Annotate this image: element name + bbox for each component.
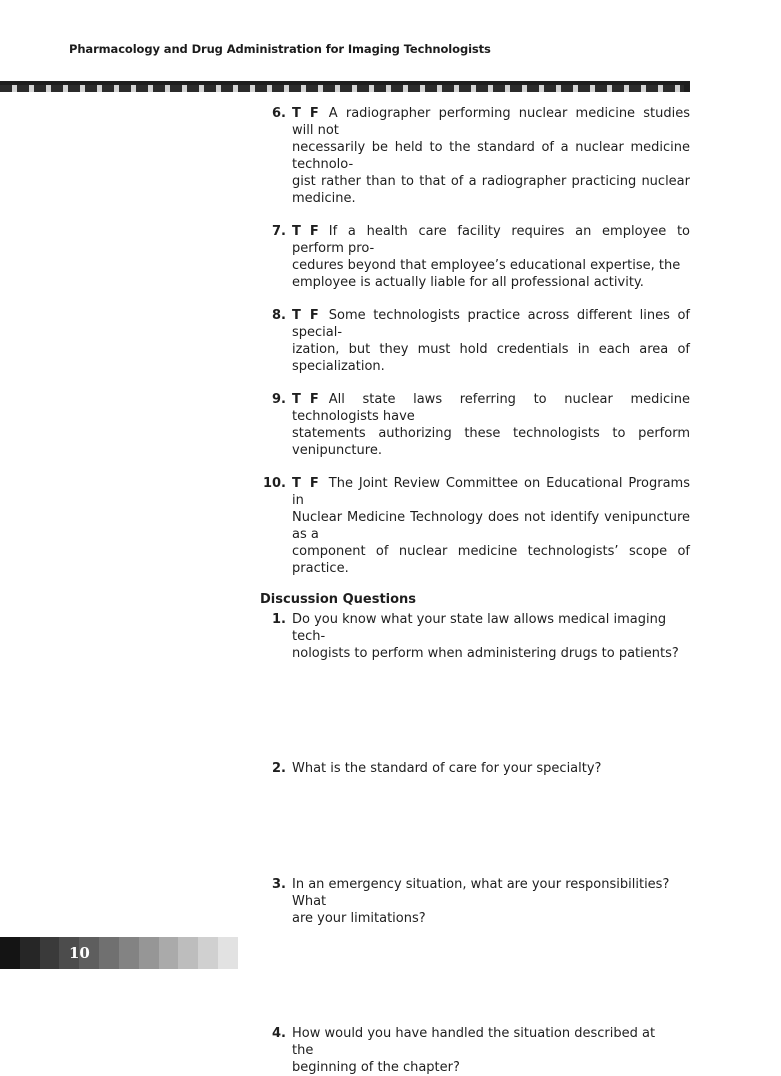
question-number: 2.	[272, 761, 286, 776]
item-text-line: Nuclear Medicine Technology does not identify venipuncture as a	[292, 510, 690, 542]
false-marker: F	[309, 308, 319, 323]
discussion-question-1	[260, 611, 690, 662]
item-text-line: All state laws referring to nuclear medicine technologists have	[292, 392, 690, 424]
true-marker: T	[292, 476, 301, 491]
question-text-line: beginning of the chapter?	[292, 1060, 460, 1075]
discussion-question-4	[260, 1025, 690, 1076]
true-marker: T	[292, 392, 301, 407]
folio-gradient-cell	[218, 937, 238, 969]
true-marker: T	[292, 308, 301, 323]
item-number: 6.	[272, 106, 286, 121]
item-body	[286, 105, 690, 207]
false-marker: F	[309, 224, 319, 239]
item-number: 9.	[272, 392, 286, 407]
item-text-line: component of nuclear medicine technologists’ scope of practice.	[292, 544, 690, 576]
folio-gradient-cell	[99, 937, 119, 969]
folio-gradient-cell	[159, 937, 179, 969]
question-body	[286, 876, 690, 927]
folio-gradient-cell	[0, 937, 20, 969]
question-number: 4.	[272, 1026, 286, 1041]
item-text-line: The Joint Review Committee on Educational Programs in	[292, 476, 690, 508]
item-text-line: ization, but they must hold credentials in each area of specialization.	[292, 342, 690, 374]
discussion-question-3	[260, 876, 690, 927]
main-content	[260, 105, 690, 1076]
item-text-line: necessarily be held to the standard of a nuclear medicine technolo-	[292, 140, 690, 172]
discussion-question-2	[260, 760, 690, 777]
folio-gradient-cell	[198, 937, 218, 969]
discussion-list	[260, 611, 690, 1076]
item-body	[286, 391, 690, 459]
folio-gradient-cell	[139, 937, 159, 969]
running-head: Pharmacology and Drug Administration for Imaging Technologists	[69, 42, 491, 56]
item-number: 7.	[272, 224, 286, 239]
tf-item-9	[260, 391, 690, 459]
false-marker: F	[309, 476, 319, 491]
true-false-list	[260, 105, 690, 577]
item-body	[286, 475, 690, 577]
item-number: 8.	[272, 308, 286, 323]
question-body	[286, 611, 690, 662]
true-marker: T	[292, 106, 301, 121]
item-text-line: cedures beyond that employee’s educational expertise, the	[292, 258, 681, 273]
question-text-line: How would you have handled the situation described at the	[292, 1026, 656, 1058]
item-body	[286, 307, 690, 375]
tf-item-7	[260, 223, 690, 291]
item-text-line: Some technologists practice across different lines of special-	[292, 308, 690, 340]
question-text-line: nologists to perform when administering drugs to patients?	[292, 646, 679, 661]
header-rule-dashes	[0, 85, 690, 92]
item-text-line: If a health care facility requires an employee to perform pro-	[292, 224, 690, 256]
false-marker: F	[309, 392, 319, 407]
folio-gradient-strip	[0, 937, 238, 969]
folio-gradient-cell	[40, 937, 60, 969]
question-number: 3.	[272, 877, 286, 892]
item-text-line: gist rather than to that of a radiographer practicing nuclear medicine.	[292, 174, 690, 206]
page-number: 10	[69, 944, 90, 962]
question-text-line: are your limitations?	[292, 911, 426, 926]
true-marker: T	[292, 224, 301, 239]
folio-gradient-cell	[119, 937, 139, 969]
item-text-line: A radiographer performing nuclear medicine studies will not	[292, 106, 690, 138]
question-body	[286, 760, 690, 777]
question-text-line: What is the standard of care for your specialty?	[292, 761, 602, 776]
question-body	[286, 1025, 690, 1076]
tf-item-6	[260, 105, 690, 207]
discussion-heading: Discussion Questions	[260, 592, 417, 607]
folio-gradient-cell	[20, 937, 40, 969]
item-number: 10.	[262, 476, 286, 491]
question-number: 1.	[272, 612, 286, 627]
question-text-line: In an emergency situation, what are your responsibilities? What	[292, 877, 670, 909]
false-marker: F	[309, 106, 319, 121]
header-rule	[0, 81, 690, 92]
tf-item-8	[260, 307, 690, 375]
item-text-line: employee is actually liable for all professional activity.	[292, 275, 644, 290]
header-rule-cap	[684, 81, 690, 92]
question-text-line: Do you know what your state law allows medical imaging tech-	[292, 612, 667, 644]
tf-item-10	[260, 475, 690, 577]
item-text-line: statements authorizing these technologists to perform venipuncture.	[292, 426, 690, 458]
item-body	[286, 223, 690, 291]
folio-gradient-cell	[178, 937, 198, 969]
